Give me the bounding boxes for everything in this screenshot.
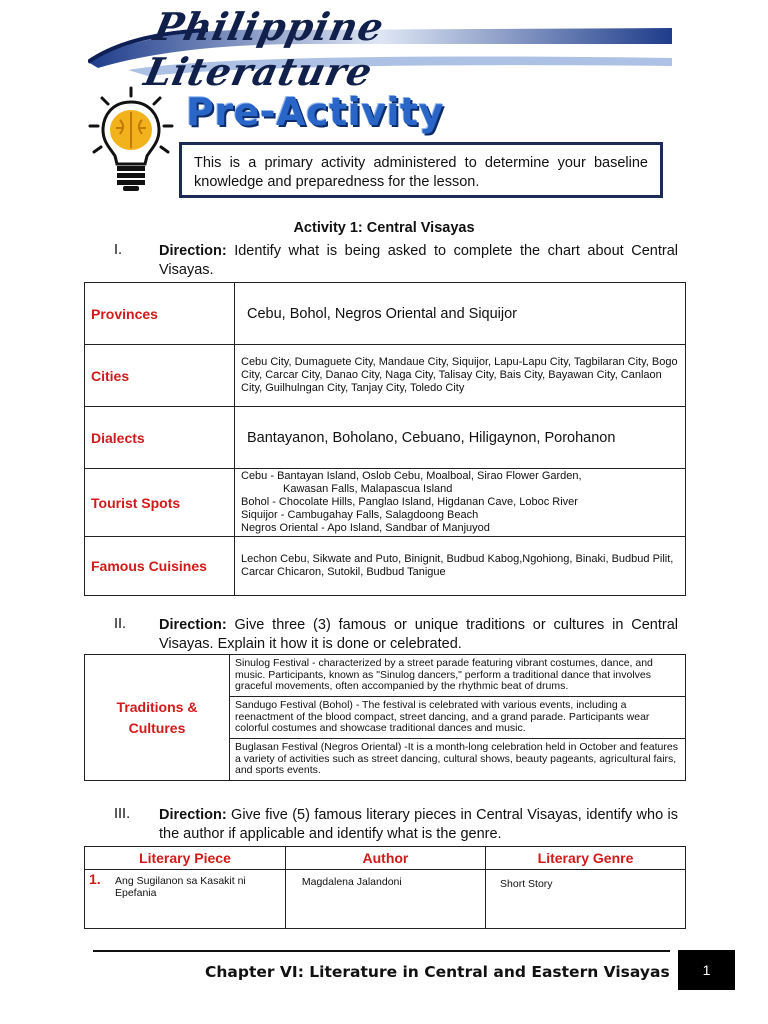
- pre-activity-heading: Pre-Activity: [186, 90, 444, 134]
- direction-text: Identify what is being asked to complete the chart about Central Visayas.: [159, 243, 678, 278]
- cuisines-value: Lechon Cebu, Sikwate and Puto, Binignit, Budbud Kabog,Ngohiong, Binaki, Budbud Pilit, Carcar Chicaron, Sutokil, Budbud Tanigue: [235, 537, 686, 596]
- section2-direction: [159, 616, 678, 654]
- tourist-spots-value: [235, 469, 686, 537]
- central-visayas-chart: [84, 282, 686, 596]
- direction-text: Give three (3) famous or unique traditions or cultures in Central Visayas. Explain it how it is done or celebrated.: [159, 617, 678, 652]
- traditions-label: [85, 655, 230, 781]
- section1-roman: I.: [114, 242, 123, 258]
- table-row: [85, 870, 686, 929]
- header-author: Author: [285, 847, 485, 870]
- tradition-item: Sandugo Festival (Bohol) - The festival is celebrated with various events, including a reenactment of the blood compact, street dancing, and a grand parade. Participants wear colorful costumes and showcase traditional dances and music.: [230, 697, 686, 739]
- section1-direction: [159, 242, 678, 280]
- literary-pieces-table: [84, 846, 686, 929]
- footer-divider: [93, 950, 670, 952]
- header-literary-piece: Literary Piece: [85, 847, 286, 870]
- row-label-famous-cuisines: Famous Cuisines: [85, 537, 235, 596]
- table-row: [85, 407, 686, 469]
- tourist-line: Kawasan Falls, Malapascua Island: [283, 483, 453, 495]
- row-label-tourist-spots: Tourist Spots: [85, 469, 235, 537]
- banner-title: Philippine Literature: [140, 4, 389, 94]
- footer-chapter: Chapter VI: Literature in Central and Eastern Visayas: [205, 963, 670, 981]
- intro-box: This is a primary activity administered to determine your baseline knowledge and preparedness for the lesson.: [179, 142, 663, 198]
- table-row: [85, 283, 686, 345]
- row-number: 1.: [89, 871, 101, 887]
- tourist-line: Negros Oriental - Apo Island, Sandbar of Manjuyod: [241, 522, 490, 534]
- tradition-item: Buglasan Festival (Negros Oriental) -It is a month-long celebration held in October and features a variety of activities such as street dancing, cultural shows, beauty pageants, agricultural fairs, and sports events.: [230, 739, 686, 781]
- page-number: 1: [678, 950, 735, 990]
- table-header-row: [85, 847, 686, 870]
- table-row: [85, 655, 686, 697]
- table-row: [85, 469, 686, 537]
- direction-label: Direction:: [159, 243, 227, 259]
- dialects-value: Bantayanon, Boholano, Cebuano, Hiligaynon, Porohanon: [235, 407, 686, 469]
- tourist-line: Siquijor - Cambugahay Falls, Salagdoong Beach: [241, 509, 479, 521]
- cities-value: Cebu City, Dumaguete City, Mandaue City, Siquijor, Lapu-Lapu City, Tagbilaran City, Bogo City, Carcar City, Danao City, Naga City, Talisay City, Bais City, Bayawan City, Canlaon City, Guilhulngan City, Tanjay City, Toledo City: [235, 345, 686, 407]
- provinces-value: Cebu, Bohol, Negros Oriental and Siquijor: [235, 283, 686, 345]
- traditions-chart: [84, 654, 686, 781]
- section3-direction: [159, 806, 678, 844]
- direction-text: Give five (5) famous literary pieces in Central Visayas, identify who is the author if applicable and identify what is the genre.: [159, 807, 678, 842]
- table-row: [85, 345, 686, 407]
- section3-roman: III.: [114, 806, 131, 822]
- table-row: [85, 537, 686, 596]
- literary-piece: Ang Sugilanon sa Kasakit ni Epefania: [115, 875, 246, 899]
- direction-label: Direction:: [159, 807, 227, 823]
- tourist-line: Bohol - Chocolate Hills, Panglao Island, Higdanan Cave, Loboc River: [241, 496, 578, 508]
- direction-label: Direction:: [159, 617, 227, 633]
- genre-cell: Short Story: [486, 870, 686, 929]
- traditions-label-line: Cultures: [128, 719, 186, 736]
- header-literary-genre: Literary Genre: [486, 847, 686, 870]
- row-label-provinces: Provinces: [85, 283, 235, 345]
- row-label-dialects: Dialects: [85, 407, 235, 469]
- row-label-cities: Cities: [85, 345, 235, 407]
- literary-piece-cell: [85, 870, 286, 929]
- lightbulb-icon: [86, 86, 176, 192]
- tradition-item: Sinulog Festival - characterized by a street parade featuring vibrant costumes, dance, and music. Participants, known as "Sinulog dancers," perform a traditional dance that involves graceful movements, often accompanied by the rhythmic beat of drums.: [230, 655, 686, 697]
- section2-roman: II.: [114, 616, 127, 632]
- tourist-line: Cebu - Bantayan Island, Oslob Cebu, Moalboal, Sirao Flower Garden,: [241, 470, 582, 482]
- author-cell: Magdalena Jalandoni: [285, 870, 485, 929]
- activity-title: Activity 1: Central Visayas: [293, 220, 475, 236]
- traditions-label-line: Traditions &: [116, 698, 198, 715]
